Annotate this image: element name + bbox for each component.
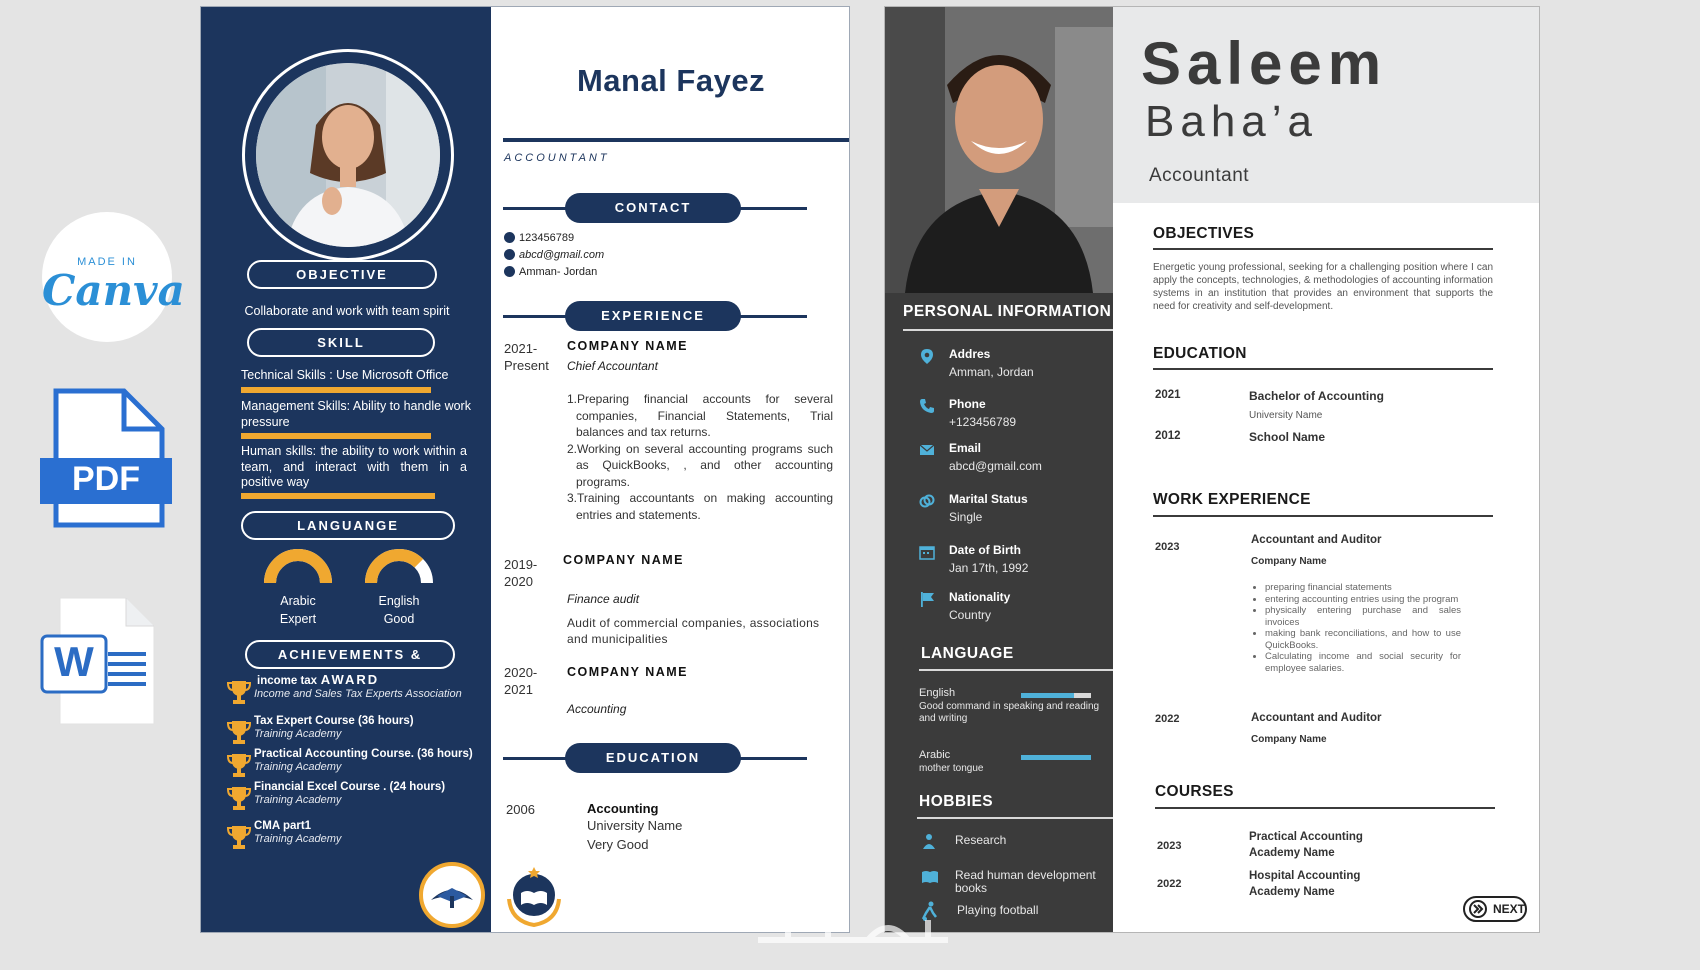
envelope-icon (504, 249, 515, 260)
contact-heading: CONTACT (565, 193, 741, 223)
personal-info-label: Marital Status (949, 492, 1028, 506)
award-sub: Training Academy (254, 761, 342, 773)
language-gauge-english (363, 547, 435, 583)
course-title: Practical Accounting (1249, 831, 1363, 843)
trophy-icon (227, 719, 253, 745)
award-item (227, 820, 489, 845)
pdf-label: PDF (72, 460, 140, 498)
exp2-desc: Audit of commercial companies, associations and municipalities (567, 616, 820, 646)
course-year: 2022 (1157, 878, 1182, 890)
language-level: Expert (279, 612, 317, 626)
language-level: Good (383, 612, 415, 626)
pdf-file-icon (40, 388, 172, 528)
resume1-role: ACCOUNTANT (504, 152, 610, 164)
trophy-icon (227, 752, 253, 778)
language-name: English (919, 687, 956, 699)
award-item (227, 715, 489, 740)
personal-info-label: Nationality (949, 590, 1011, 604)
objective-text: Collaborate and work with team spirit (244, 304, 450, 318)
education-year: 2012 (1155, 430, 1181, 442)
phone-icon (919, 398, 935, 414)
work-title: Accountant and Auditor (1251, 534, 1382, 546)
exp1-period (504, 340, 549, 374)
course-sub: Academy Name (1249, 847, 1335, 859)
duty-item: 2.Working on several accounting programs such as QuickBooks, , and other accounting programs. (567, 441, 833, 489)
course-sub: Academy Name (1249, 886, 1335, 898)
language-arabic (919, 749, 1113, 775)
hobby-text: Playing football (957, 903, 1039, 917)
experience-heading: EXPERIENCE (565, 301, 741, 331)
exp3-period (504, 664, 537, 698)
next-button[interactable] (1463, 896, 1527, 922)
hobby-research (921, 833, 1111, 847)
language-name: English (378, 594, 420, 608)
personal-info-value: +123456789 (949, 415, 1017, 429)
resume1-name: Manal Fayez (576, 63, 766, 98)
book-icon (921, 869, 939, 885)
contact-phone (504, 232, 574, 244)
book-emblem-icon (499, 859, 569, 929)
personal-info-label: Phone (949, 397, 986, 411)
language-heading: LANGUAGE (921, 645, 1014, 662)
award-sub: Training Academy (254, 728, 342, 740)
skill-item: Technical Skills : Use Microsoft Office (241, 368, 449, 382)
location-pin-icon (504, 266, 515, 277)
skill-item: Management Skills: Ability to handle work pressure (241, 399, 471, 429)
education-grade: Very Good (587, 837, 649, 852)
skill-bar (241, 433, 431, 439)
work-experience-heading: WORK EXPERIENCE (1153, 491, 1311, 508)
personal-info-item (919, 347, 1109, 379)
section-rule (1155, 807, 1495, 809)
person-icon (921, 833, 937, 849)
award-item (227, 748, 489, 773)
work-title: Accountant and Auditor (1251, 712, 1382, 724)
resume1-sidebar (201, 7, 491, 933)
profile-photo-frame (242, 49, 454, 261)
personal-info-item (919, 590, 1109, 622)
period-start: 2020- (504, 665, 538, 680)
hobbies-heading: HOBBIES (919, 793, 994, 810)
section-rule (1153, 368, 1493, 370)
word-letter: W (54, 638, 94, 685)
skill-bar (241, 387, 431, 393)
rings-icon (919, 493, 935, 509)
award-sub: Training Academy (254, 833, 342, 845)
courses-heading: COURSES (1155, 783, 1234, 800)
resume2-role: Accountant (1149, 165, 1250, 186)
award-title: Financial Excel Course . (24 hours) (254, 781, 446, 793)
education-title: School Name (1249, 430, 1326, 444)
hobby-text: Research (955, 833, 1007, 847)
personal-info-value: Country (949, 608, 992, 622)
resume-manal (200, 6, 850, 933)
word-file-icon (40, 596, 156, 726)
language-bar-fill (1021, 755, 1091, 760)
period-end: Present (504, 358, 549, 373)
personal-info-item (919, 543, 1109, 575)
duty-item: 1.Preparing financial accounts for several companies, Financial Statements, Trial balances and tax returns. (567, 392, 833, 439)
objectives-text: Energetic young professional, seeking for a challenging position where I can apply the concepts, technologies, & methodologies of accounting information systems in an institution that provides an environment that supports the need for creativity and self-development. (1153, 262, 1493, 312)
personal-info-value: Single (949, 510, 983, 524)
objective-heading: OBJECTIVE (247, 260, 437, 289)
language-name: Arabic (919, 749, 951, 761)
work-year: 2023 (1155, 541, 1180, 553)
award-title: income tax (257, 675, 318, 687)
exp2-period (504, 556, 537, 590)
hobby-text: Read human development books (955, 868, 1096, 895)
language-gauge-arabic (262, 547, 334, 583)
contact-email (504, 249, 604, 261)
skill-bar (241, 493, 435, 499)
education-school: University Name (587, 818, 683, 833)
duty-item: 3.Training accountants on making accounting entries and statements. (567, 491, 833, 522)
fast-forward-icon (1469, 900, 1487, 918)
language-arabic (258, 592, 338, 628)
duty-item: • Calculating income and social security for employee salaries. (1265, 651, 1461, 674)
section-rule (1153, 515, 1493, 517)
education-title: Bachelor of Accounting (1249, 389, 1384, 403)
award-item (227, 781, 489, 806)
education-year: 2006 (506, 802, 535, 817)
section-rule (903, 329, 1113, 331)
education-heading: EDUCATION (565, 743, 741, 773)
exp2-company: COMPANY NAME (563, 553, 685, 567)
trophy-icon (227, 824, 253, 850)
next-label: NEXT (1493, 902, 1526, 916)
work-company: Company Name (1251, 734, 1327, 745)
language-english (919, 687, 1113, 725)
profile-photo (256, 63, 440, 247)
flag-icon (919, 591, 935, 607)
personal-info-value: Jan 17th, 1992 (949, 561, 1029, 575)
award-title: Tax Expert Course (36 hours) (254, 715, 414, 727)
language-heading: LANGUANGE (241, 511, 455, 540)
canva-logo-text: Canva (42, 266, 185, 315)
duty-item: • making bank reconciliations, and how to use QuickBooks. (1265, 628, 1461, 651)
personal-info-item (919, 492, 1109, 524)
award-sub: Training Academy (254, 794, 342, 806)
name-divider (503, 138, 850, 142)
personal-info-value: abcd@gmail.com (949, 459, 1042, 473)
period-end: 2020 (504, 574, 533, 589)
exp1-role: Chief Accountant (567, 359, 658, 373)
exp3-role: Accounting (567, 702, 627, 716)
award-sub: Income and Sales Tax Experts Association (254, 688, 462, 700)
period-end: 2021 (504, 682, 533, 697)
location-pin-icon (919, 348, 935, 364)
exp1-company: COMPANY NAME (567, 339, 689, 353)
watermark-logo (748, 896, 958, 952)
award-title: Practical Accounting Course. (36 hours) (254, 748, 473, 760)
envelope-icon (919, 442, 935, 458)
hobby-reading (921, 869, 1111, 895)
education-heading: EDUCATION (1153, 345, 1247, 362)
section-rule (919, 669, 1113, 671)
calendar-icon (919, 544, 935, 560)
exp1-duties (567, 391, 833, 523)
work-duties (1251, 582, 1461, 674)
canva-badge (42, 212, 185, 342)
objectives-heading: OBJECTIVES (1153, 225, 1255, 242)
email-text: abcd@gmail.com (519, 249, 605, 261)
course-title: Hospital Accounting (1249, 870, 1361, 882)
language-bar-fill (1021, 693, 1074, 698)
personal-info-heading: PERSONAL INFORMATION (903, 303, 1112, 320)
language-english (359, 592, 439, 628)
skill-heading: SKILL (247, 328, 435, 357)
exp2-role: Finance audit (567, 592, 640, 606)
profile-photo (885, 7, 1113, 293)
period-start: 2021- (504, 341, 538, 356)
resume-saleem (884, 6, 1540, 933)
phone-icon (504, 232, 515, 243)
language-name: Arabic (280, 594, 316, 608)
education-year: 2021 (1155, 389, 1181, 401)
section-rule (917, 817, 1113, 819)
duty-item: • entering accounting entries using the program (1265, 594, 1461, 606)
exp3-company: COMPANY NAME (567, 665, 689, 679)
personal-info-label: Date of Birth (949, 543, 1021, 557)
canva-made-in-label: MADE IN (77, 256, 137, 268)
address-text: Amman- Jordan (519, 266, 598, 278)
personal-info-item (919, 441, 1109, 473)
duty-item: • preparing financial statements (1265, 582, 1461, 594)
personal-info-value: Amman, Jordan (949, 365, 1034, 379)
personal-info-item (919, 397, 1109, 429)
graduation-cap-icon (419, 862, 485, 928)
resume2-last-name: Baha’a (1145, 97, 1319, 146)
resume2-sidebar (885, 7, 1113, 933)
trophy-icon (227, 785, 253, 811)
award-item (227, 675, 489, 700)
language-note: Good command in speaking and reading and writing (919, 701, 1100, 724)
section-rule (1153, 248, 1493, 250)
period-start: 2019- (504, 557, 538, 572)
contact-address (504, 266, 597, 278)
work-company: Company Name (1251, 556, 1327, 567)
personal-info-label: Email (949, 441, 982, 455)
resume2-first-name: Saleem (1141, 30, 1388, 97)
award-title: CMA part1 (254, 820, 312, 832)
awards-heading: ACHIEVEMENTS & AWARD (245, 640, 455, 669)
skill-item: Human skills: the ability to work within a team, and interact with them in a positive way (241, 444, 467, 489)
personal-info-label: Addres (949, 347, 991, 361)
education-degree: Accounting (587, 801, 659, 816)
language-note: mother tongue (919, 763, 984, 774)
education-sub: University Name (1249, 410, 1323, 421)
trophy-icon (227, 679, 253, 705)
duty-item: • physically entering purchase and sales invoices (1265, 605, 1461, 628)
phone-text: 123456789 (519, 232, 575, 244)
work-year: 2022 (1155, 713, 1180, 725)
course-year: 2023 (1157, 840, 1182, 852)
